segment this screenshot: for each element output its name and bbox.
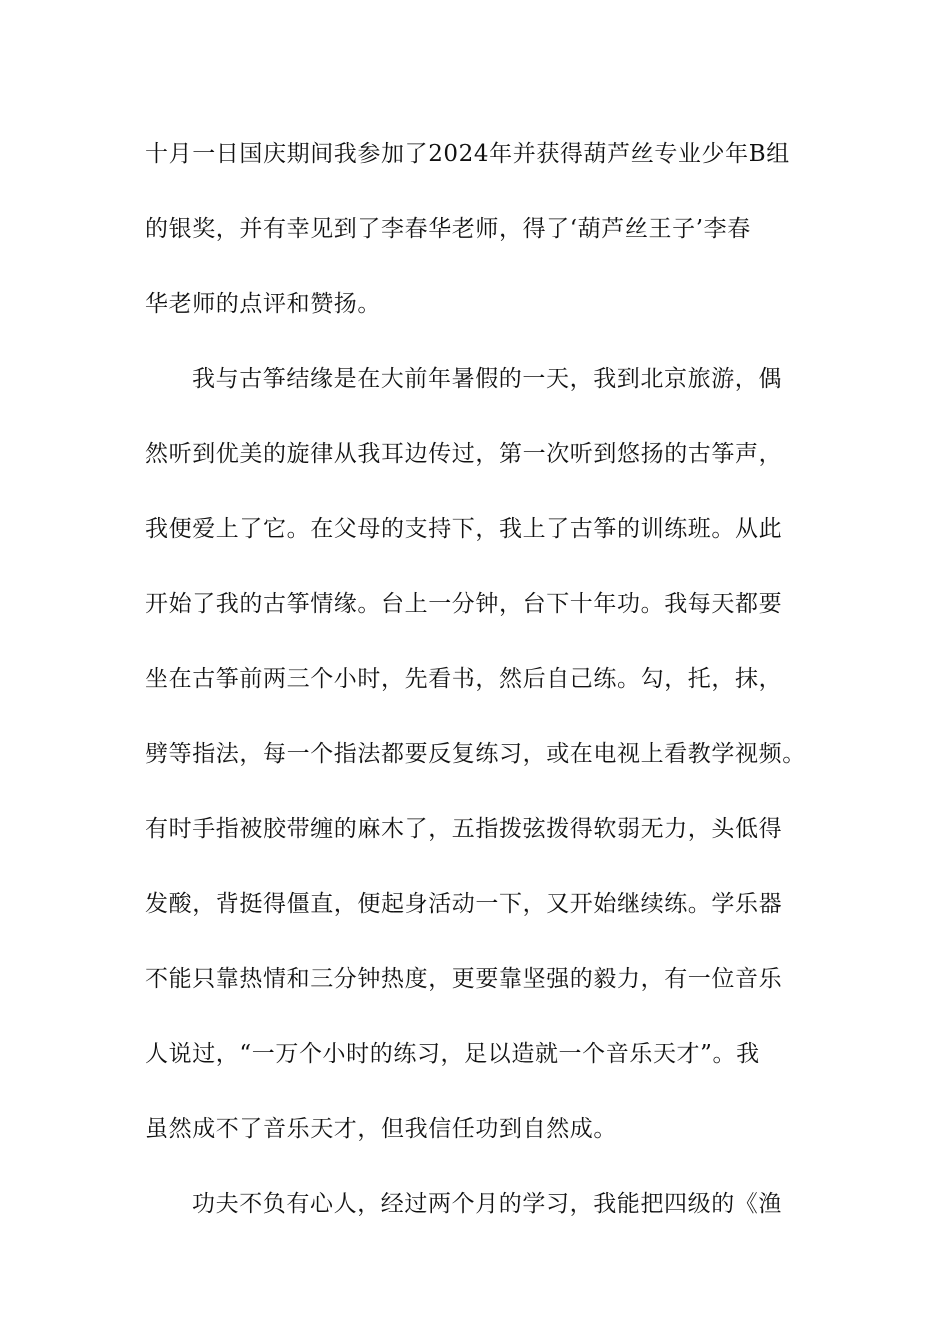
text-line: 不能只靠热情和三分钟热度，更要靠坚强的毅力，有一位音乐 bbox=[145, 966, 783, 992]
paragraph-start-line: 功夫不负有心人，经过两个月的学习，我能把四级的《渔 bbox=[192, 1191, 782, 1217]
text-line: 发酸，背挺得僵直，便起身活动一下，又开始继续练。学乐器 bbox=[145, 891, 783, 917]
text-line: 华老师的点评和赞扬。 bbox=[145, 291, 381, 317]
text-line: 开始了我的古筝情缘。台上一分钟，台下十年功。我每天都要 bbox=[145, 591, 783, 617]
text-line: 人说过，“一万个小时的练习，足以造就一个音乐天才”。我 bbox=[145, 1041, 760, 1067]
document-body bbox=[145, 117, 815, 1242]
text-line: 我便爱上了它。在父母的支持下，我上了古筝的训练班。从此 bbox=[145, 516, 783, 542]
paragraph-start-line: 我与古筝结缘是在大前年暑假的一天，我到北京旅游，偶 bbox=[192, 366, 782, 392]
text-line: 劈等指法，每一个指法都要反复练习，或在电视上看教学视频。 bbox=[145, 741, 806, 767]
text-line: 坐在古筝前两三个小时，先看书，然后自己练。勾，托，抹， bbox=[145, 666, 783, 692]
text-line: 然听到优美的旋律从我耳边传过，第一次听到悠扬的古筝声， bbox=[145, 441, 783, 467]
text-line: 有时手指被胶带缠的麻木了，五指拨弦拨得软弱无力，头低得 bbox=[145, 816, 783, 842]
text-line: 的银奖，并有幸见到了李春华老师，得了‘葫芦丝王子’李春 bbox=[145, 216, 751, 242]
text-line: 虽然成不了音乐天才，但我信任功到自然成。 bbox=[145, 1116, 617, 1142]
text-line: 十月一日国庆期间我参加了2024年并获得葫芦丝专业少年B组 bbox=[145, 141, 790, 167]
